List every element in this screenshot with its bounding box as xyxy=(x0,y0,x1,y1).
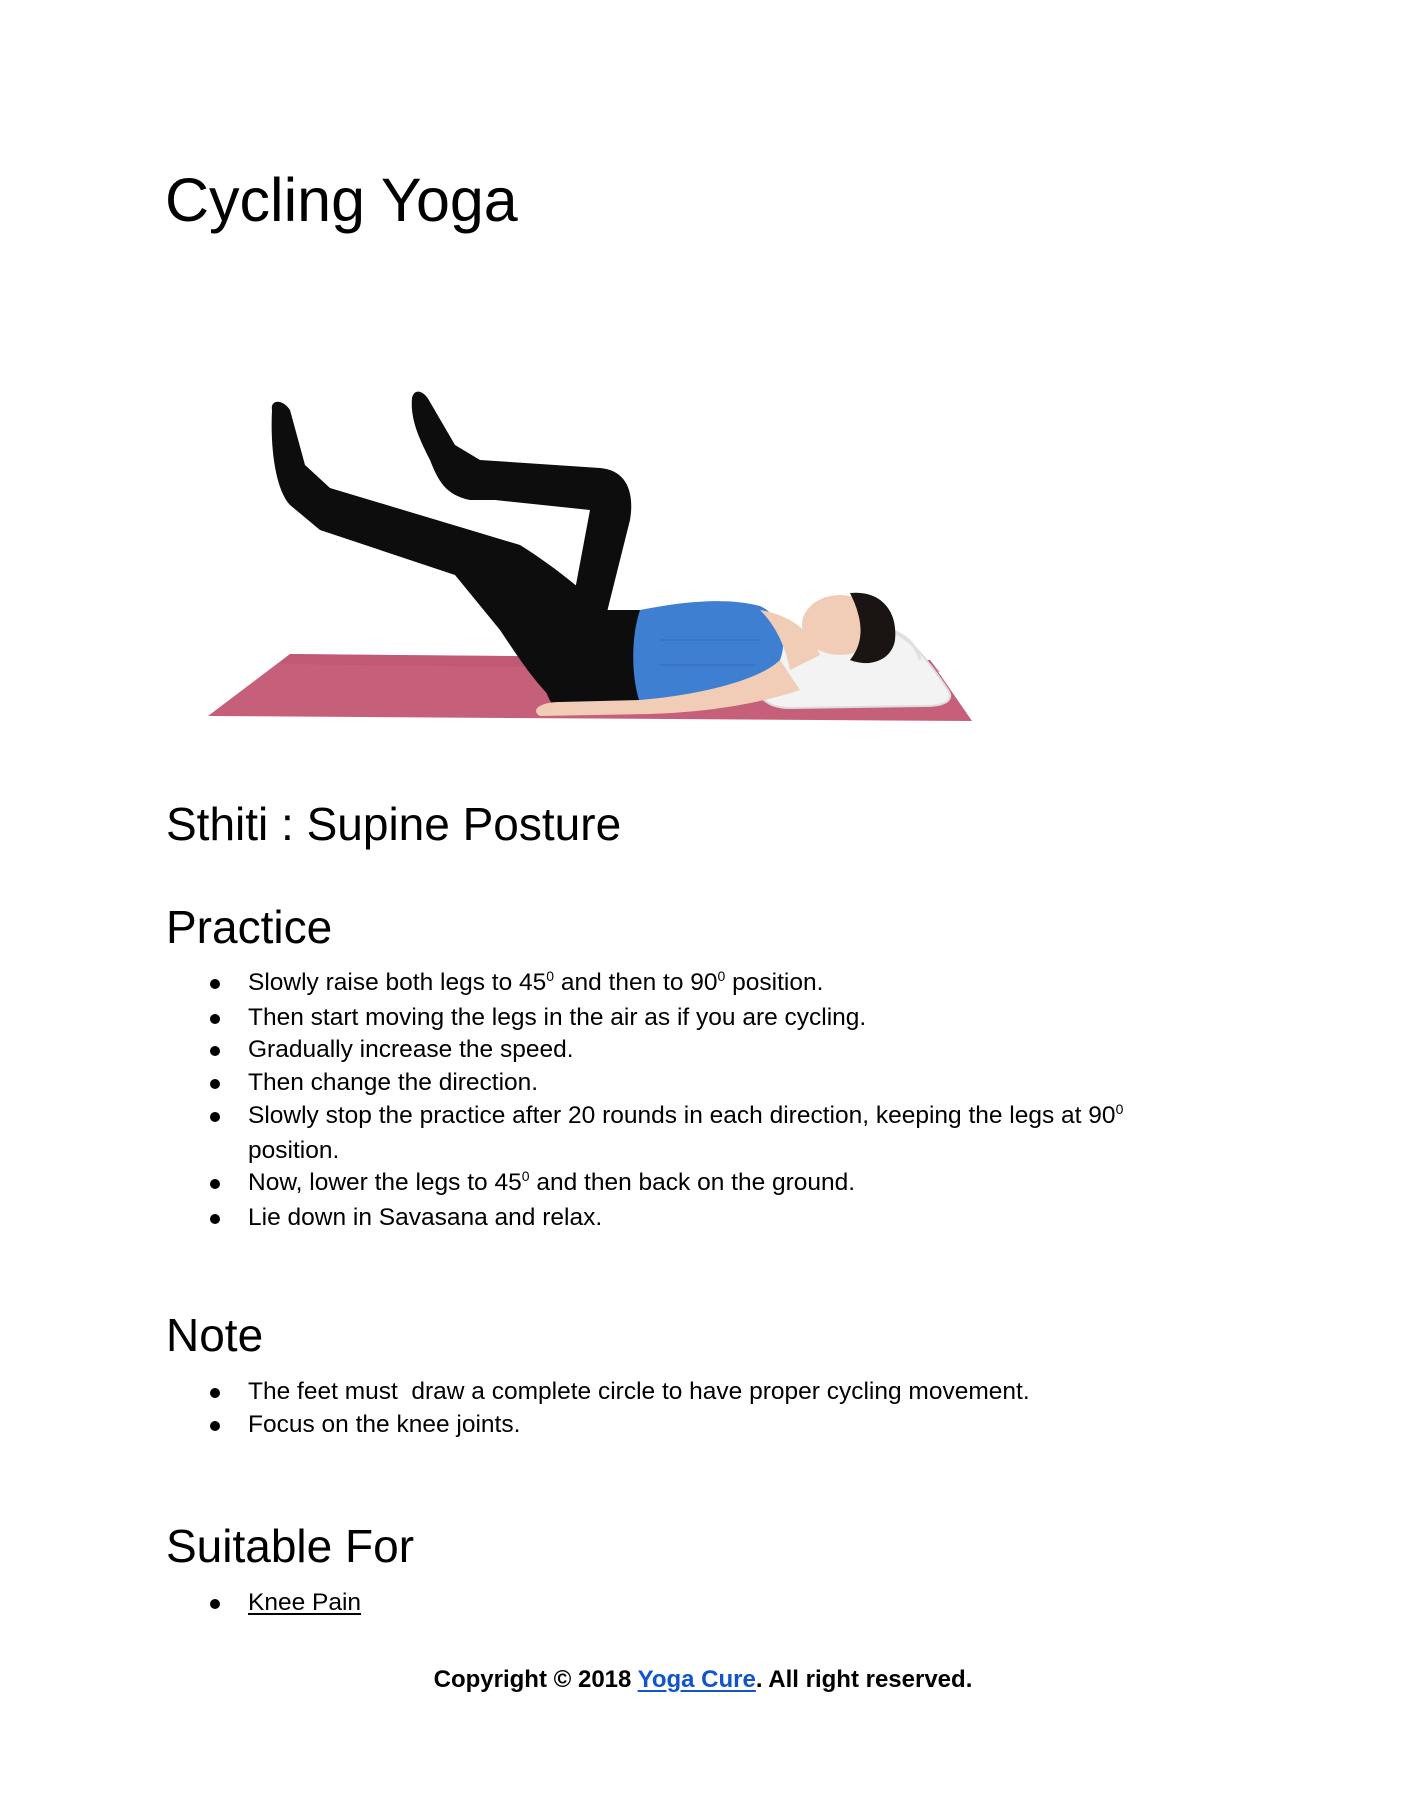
bullet-icon xyxy=(210,1599,220,1609)
bullet-icon xyxy=(210,1388,220,1398)
list-item xyxy=(166,1587,361,1620)
bullet-icon xyxy=(210,1421,220,1431)
posture-heading: Sthiti : Supine Posture xyxy=(166,798,622,850)
cycling-yoga-figure-image xyxy=(200,385,980,730)
knee-pain-link[interactable]: Knee Pain xyxy=(248,1589,362,1616)
bullet-icon xyxy=(210,1179,220,1189)
list-item: Slowly stop the practice after 20 rounds in each direction, keeping the legs at $90^0$ position. xyxy=(166,1100,1123,1167)
page-title: Cycling Yoga xyxy=(165,166,518,234)
list-item: Now, lower the legs to $45^0$ and then back on the ground. xyxy=(166,1167,1123,1202)
list-item: Then change the direction. xyxy=(166,1067,1123,1100)
bullet-icon xyxy=(210,1112,220,1122)
suitable-for-list xyxy=(166,1587,361,1620)
bullet-icon xyxy=(210,1214,220,1224)
list-item: Then start moving the legs in the air as if you are cycling. xyxy=(166,1002,1123,1035)
note-heading: Note xyxy=(166,1309,264,1361)
pose-illustration xyxy=(200,385,980,730)
list-item: Lie down in Savasana and relax. xyxy=(166,1202,1123,1235)
note-list xyxy=(166,1376,1030,1441)
bullet-icon xyxy=(210,979,220,989)
bullet-icon xyxy=(210,1079,220,1089)
suitable-for-heading: Suitable For xyxy=(166,1520,415,1572)
bullet-icon xyxy=(210,1046,220,1056)
copyright-footer: Copyright © 2018 Yoga Cure. All right reserved. xyxy=(433,1666,973,1693)
practice-heading: Practice xyxy=(166,901,333,953)
list-item: The feet must draw a complete circle to have proper cycling movement. xyxy=(166,1376,1030,1409)
practice-list xyxy=(166,967,1123,1235)
list-item: Slowly raise both legs to $45^0$ and then to $90^0$ position. xyxy=(166,967,1123,1002)
bullet-icon xyxy=(210,1014,220,1024)
list-item: Gradually increase the speed. xyxy=(166,1034,1123,1067)
yoga-cure-link[interactable]: Yoga Cure xyxy=(637,1666,756,1693)
list-item: Focus on the knee joints. xyxy=(166,1409,1030,1442)
